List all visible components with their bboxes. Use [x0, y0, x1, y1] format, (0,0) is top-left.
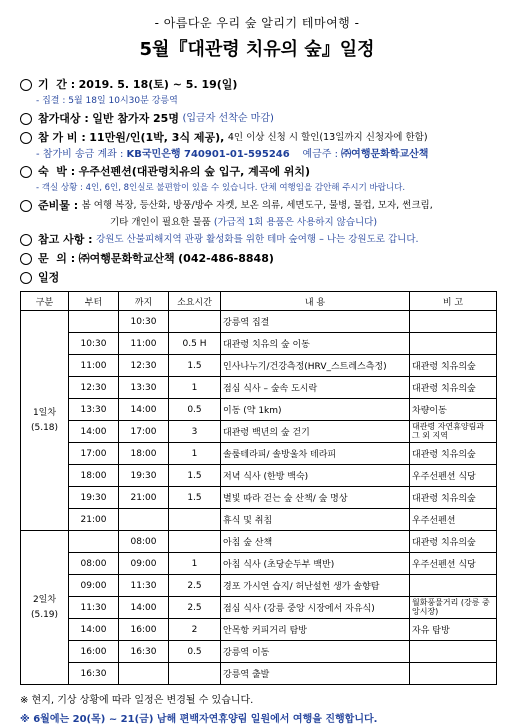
from-cell: [69, 311, 119, 333]
table-row: [21, 553, 497, 575]
account-row: [20, 147, 494, 162]
period-value: 2019. 5. 18(토) ~ 5. 19(일): [78, 78, 238, 91]
day-label: 1일차: [32, 408, 57, 419]
note-cell: 우주선펜션 식당: [410, 465, 497, 487]
note-cell: [410, 641, 497, 663]
content-cell: 강릉역 집결: [221, 311, 410, 333]
from-cell: 14:00: [69, 619, 119, 641]
table-row: [21, 399, 497, 421]
from-cell: 11:30: [69, 597, 119, 619]
to-cell: 13:30: [119, 377, 169, 399]
fee-row: [20, 128, 494, 147]
header-from: 부터: [69, 292, 119, 311]
bullet-circle-icon: [20, 234, 32, 246]
contact-value: ㈜여행문화학교산책: [78, 252, 175, 265]
schedule-label-row: [20, 268, 494, 287]
content-cell: 저녁 식사 (한방 백숙): [221, 465, 410, 487]
duration-cell: 0.5 H: [169, 333, 221, 355]
period-label: 기 간 :: [38, 78, 76, 91]
duration-cell: 1: [169, 553, 221, 575]
note-cell: 대관령 자연휴양림과 그 외 지역: [410, 421, 497, 443]
content-cell: 아침 식사 (초당순두부 백반): [221, 553, 410, 575]
from-cell: 12:30: [69, 377, 119, 399]
account-value: KB국민은행 740901-01-595246: [126, 148, 290, 160]
target-row: [20, 109, 494, 128]
note-cell: [410, 311, 497, 333]
to-cell: [119, 509, 169, 531]
target-note: (입금자 선착순 마감): [182, 112, 274, 124]
content-cell: 강릉역 이동: [221, 641, 410, 663]
table-row: [21, 597, 497, 619]
header-day: 구분: [21, 292, 69, 311]
fee-label: 참 가 비 :: [38, 131, 86, 144]
to-cell: 10:30: [119, 311, 169, 333]
table-row: [21, 421, 497, 443]
page-subtitle: - 아름다운 우리 숲 알리기 테마여행 -: [154, 16, 360, 30]
from-cell: 16:00: [69, 641, 119, 663]
from-cell: 14:00: [69, 421, 119, 443]
meeting-text: - 집결 : 5월 18일 10시30분 강릉역: [36, 96, 178, 106]
from-cell: 18:00: [69, 465, 119, 487]
note-cell: 대관령 치유의숲: [410, 355, 497, 377]
content-cell: 이동 (약 1km): [221, 399, 410, 421]
duration-cell: 2: [169, 619, 221, 641]
day-cell: [21, 531, 69, 685]
note-cell: 우주선펜션 식당: [410, 553, 497, 575]
to-cell: 16:30: [119, 641, 169, 663]
duration-cell: 1.5: [169, 465, 221, 487]
from-cell: 21:00: [69, 509, 119, 531]
period-row: [20, 75, 494, 94]
contact-row: [20, 249, 494, 268]
from-cell: 17:00: [69, 443, 119, 465]
to-cell: 18:00: [119, 443, 169, 465]
note-cell: 대관령 치유의숲: [410, 377, 497, 399]
bullet-circle-icon: [20, 272, 32, 284]
from-cell: 19:30: [69, 487, 119, 509]
content-cell: 점심 식사 (강릉 중앙 시장에서 자유식): [221, 597, 410, 619]
account-holder: ㈜여행문화학교산책: [341, 148, 429, 160]
info-section: [20, 75, 494, 287]
to-cell: 14:00: [119, 597, 169, 619]
bullet-circle-icon: [20, 200, 32, 212]
fee-note: 4인 이상 신청 시 할인(13일까지 신청자에 한함): [227, 131, 428, 143]
to-cell: 11:30: [119, 575, 169, 597]
to-cell: 14:00: [119, 399, 169, 421]
lodging-note-row: [20, 181, 494, 196]
table-header-row: [21, 292, 497, 311]
fee-value: 11만원/인(1박, 3식 제공),: [89, 131, 225, 144]
from-cell: 08:00: [69, 553, 119, 575]
table-row: [21, 619, 497, 641]
from-cell: [69, 531, 119, 553]
to-cell: 17:00: [119, 421, 169, 443]
content-cell: 안목항 커피거리 탐방: [221, 619, 410, 641]
meeting-row: [20, 94, 494, 109]
to-cell: 08:00: [119, 531, 169, 553]
lodging-label: 숙 박 :: [38, 165, 76, 178]
duration-cell: 0.5: [169, 399, 221, 421]
duration-cell: 2.5: [169, 575, 221, 597]
from-cell: 13:30: [69, 399, 119, 421]
table-row: [21, 311, 497, 333]
page-title: 5월『대관령 치유의 숲』일정: [139, 39, 375, 60]
prep-note: (가급적 1회 용품은 사용하지 않습니다): [213, 216, 378, 228]
content-cell: 점심 식사 – 숲속 도시락: [221, 377, 410, 399]
note-cell: 대관령 치유의숲: [410, 531, 497, 553]
to-cell: [119, 663, 169, 685]
header-to: 까지: [119, 292, 169, 311]
header-duration: 소요시간: [169, 292, 221, 311]
note-cell: 차량이동: [410, 399, 497, 421]
bullet-circle-icon: [20, 166, 32, 178]
to-cell: 09:00: [119, 553, 169, 575]
content-cell: 인사나누기/건강측정(HRV_스트레스측정): [221, 355, 410, 377]
duration-cell: [169, 311, 221, 333]
content-cell: 대관령 백년의 숲 걷기: [221, 421, 410, 443]
note-cell: [410, 333, 497, 355]
table-row: [21, 531, 497, 553]
duration-cell: 1.5: [169, 487, 221, 509]
duration-cell: 0.5: [169, 641, 221, 663]
content-cell: 강릉역 출발: [221, 663, 410, 685]
table-row: [21, 355, 497, 377]
account-label: - 참가비 송금 계좌 :: [36, 148, 124, 160]
to-cell: 12:30: [119, 355, 169, 377]
from-cell: 10:30: [69, 333, 119, 355]
header-note: 비 고: [410, 292, 497, 311]
table-row: [21, 333, 497, 355]
header-content: 내 용: [221, 292, 410, 311]
table-row: [21, 663, 497, 685]
table-row: [21, 377, 497, 399]
note-cell: [410, 575, 497, 597]
footer-note-1: ※ 현지, 기상 상황에 따라 일정은 변경될 수 있습니다.: [20, 695, 254, 706]
day-label: 2일차: [32, 595, 57, 606]
target-label: 참가대상 :: [38, 112, 89, 125]
table-row: [21, 465, 497, 487]
bullet-circle-icon: [20, 113, 32, 125]
lodging-note: - 객실 상황 : 4인, 6인, 8인실로 불편함이 있을 수 있습니다. 단체 여행임을 감안해 주시기 바랍니다.: [36, 183, 406, 194]
schedule-table: [20, 291, 497, 685]
prep-value-1: 봄 여행 복장, 등산화, 방풍/방수 자켓, 보온 의류, 세면도구, 물병, 물컵, 모자, 썬크림,: [81, 199, 433, 211]
duration-cell: [169, 509, 221, 531]
table-row: [21, 443, 497, 465]
duration-cell: 1: [169, 377, 221, 399]
note-cell: 자유 탐방: [410, 619, 497, 641]
duration-cell: [169, 531, 221, 553]
target-value: 일반 참가자 25명: [92, 112, 179, 125]
day-date: (5.18): [30, 422, 59, 433]
duration-cell: 3: [169, 421, 221, 443]
note-cell: 월화풍물거리 (강릉 중앙시장): [410, 597, 497, 619]
ref-row: [20, 230, 494, 249]
content-cell: 별빛 따라 걷는 숲 산책/ 숲 명상: [221, 487, 410, 509]
to-cell: 11:00: [119, 333, 169, 355]
from-cell: 16:30: [69, 663, 119, 685]
note-cell: [410, 663, 497, 685]
lodging-row: [20, 162, 494, 181]
content-cell: 경포 가시연 습지/ 허난설헌 생가 솔향탐: [221, 575, 410, 597]
duration-cell: [169, 663, 221, 685]
day-cell: [21, 311, 69, 531]
bullet-circle-icon: [20, 253, 32, 265]
to-cell: 21:00: [119, 487, 169, 509]
from-cell: 11:00: [69, 355, 119, 377]
contact-label: 문 의 :: [38, 252, 76, 265]
table-row: [21, 509, 497, 531]
table-row: [21, 487, 497, 509]
prep-row: [20, 196, 494, 215]
lodging-value: 우주선펜션(대관령치유의 숲 입구, 계곡에 위치): [78, 165, 311, 178]
bullet-circle-icon: [20, 79, 32, 91]
content-cell: 솔룸테라피/ 솔방울차 테라피: [221, 443, 410, 465]
table-row: [21, 575, 497, 597]
duration-cell: 1: [169, 443, 221, 465]
prep-row-2: [20, 215, 494, 230]
from-cell: 09:00: [69, 575, 119, 597]
note-cell: 대관령 치유의숲: [410, 443, 497, 465]
ref-value: 강원도 산불피해지역 관광 활성화를 위한 테마 숲여행 – 나는 강원도로 갑니다.: [96, 233, 419, 245]
ref-label: 참고 사항 :: [38, 233, 93, 246]
to-cell: 16:00: [119, 619, 169, 641]
duration-cell: 2.5: [169, 597, 221, 619]
content-cell: 휴식 및 취침: [221, 509, 410, 531]
duration-cell: 1.5: [169, 355, 221, 377]
content-cell: 아침 숲 산책: [221, 531, 410, 553]
day-date: (5.19): [30, 609, 59, 620]
account-holder-label: 예금주 :: [302, 148, 338, 160]
contact-phone: (042-486-8848): [178, 252, 274, 265]
note-cell: 대관령 치유의숲: [410, 487, 497, 509]
bullet-circle-icon: [20, 132, 32, 144]
footer-note-2: ※ 6월에는 20(목) ~ 21(금) 남해 편백자연휴양림 일원에서 여행을 진행합니다.: [20, 714, 378, 725]
schedule-label: 일정: [38, 271, 60, 284]
to-cell: 19:30: [119, 465, 169, 487]
prep-value-2: 기타 개인이 필요한 물품: [110, 216, 211, 228]
content-cell: 대관령 치유의 숲 이동: [221, 333, 410, 355]
table-row: [21, 641, 497, 663]
prep-label: 준비물 :: [38, 199, 79, 212]
note-cell: 우주선펜션: [410, 509, 497, 531]
